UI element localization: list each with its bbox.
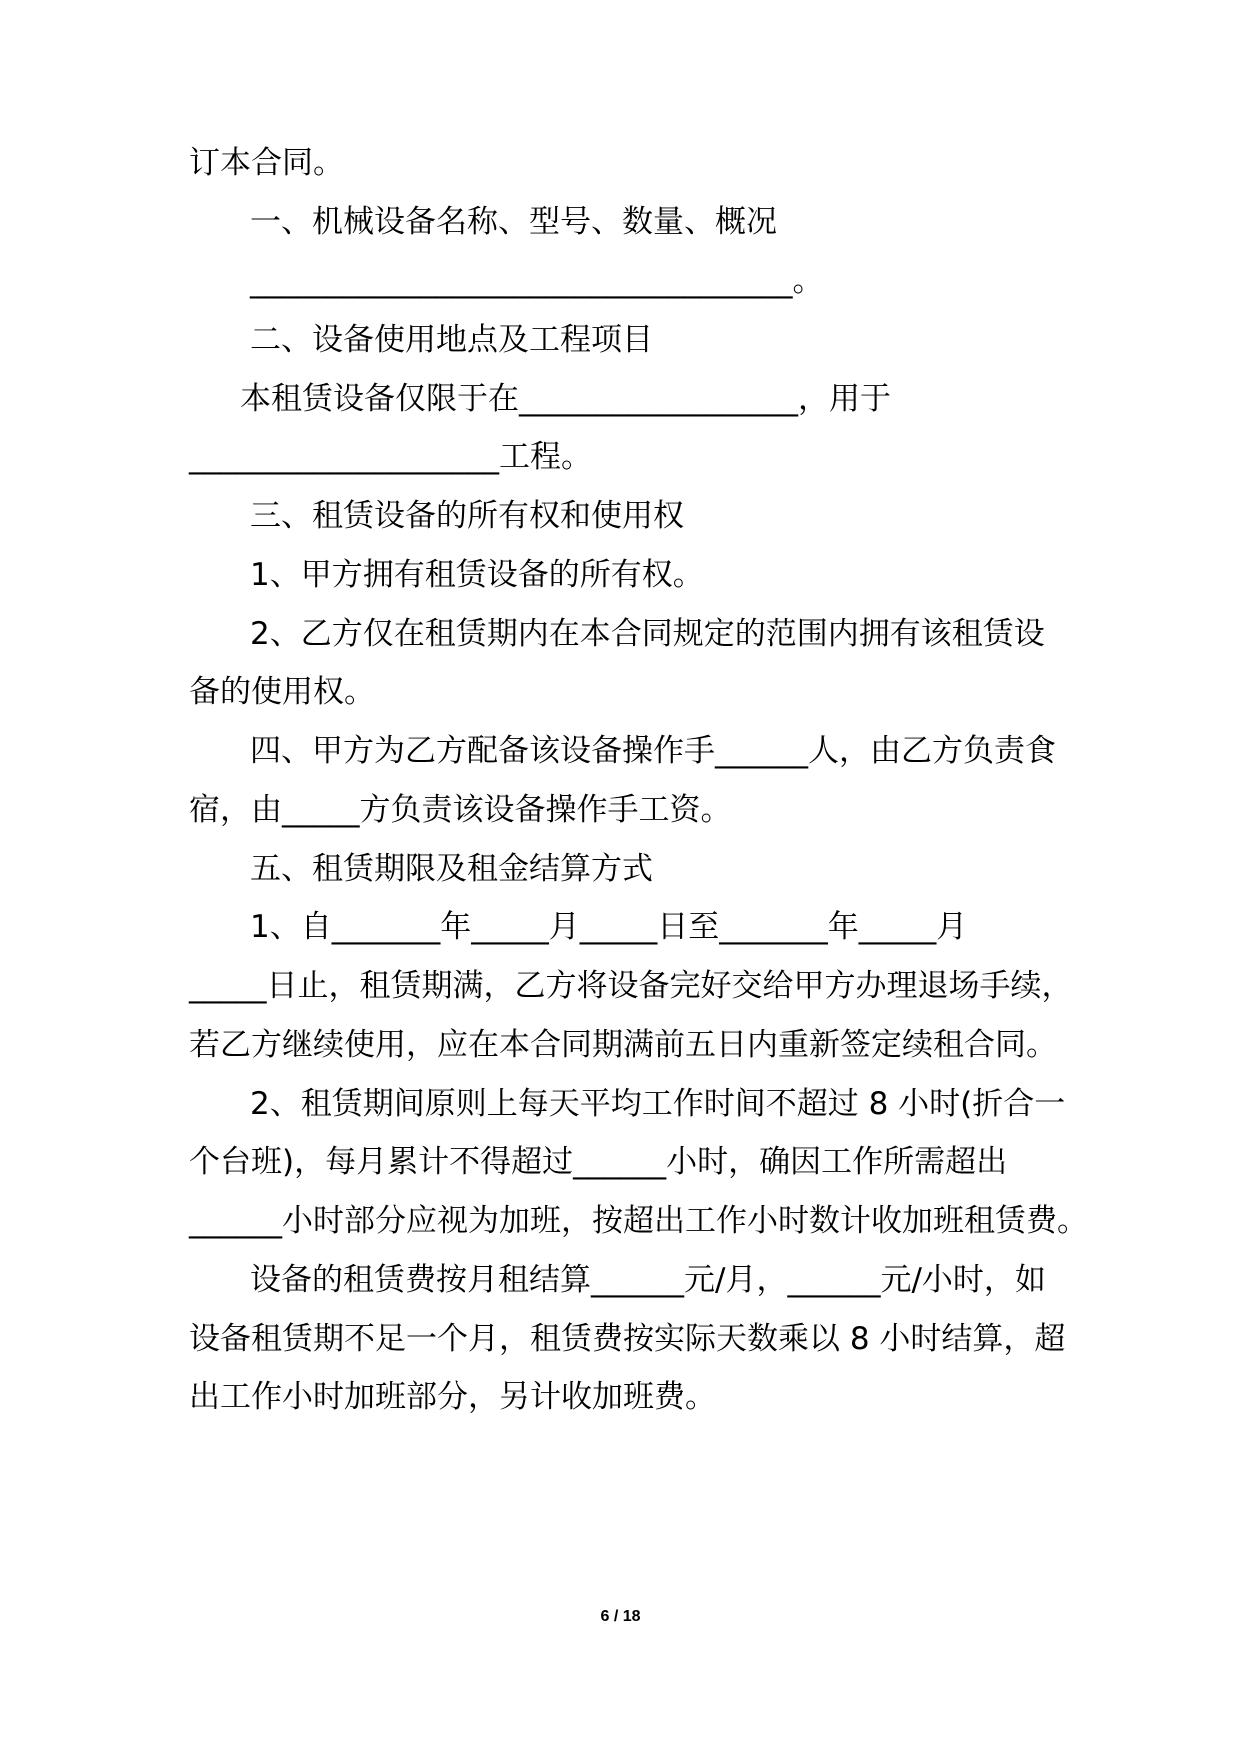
clause-5-2-line-2: 个台班)，每月累计不得超过______小时，确因工作所需超出 [189, 1144, 1008, 1180]
rent-paragraph-line-1: 设备的租赁费按月租结算______元/月，______元/小时，如 [250, 1262, 1046, 1298]
clause-5-1-line-1: 1、自_______年_____月_____日至_______年_____月 [250, 909, 968, 945]
clause-5-2-line-1: 2、租赁期间原则上每天平均工作时间不超过 8 小时(折合一 [250, 1086, 1066, 1122]
section-heading-2: 二、设备使用地点及工程项目 [250, 322, 653, 358]
clause-5-2-line-3: ______小时部分应视为加班，按超出工作小时数计收加班租赁费。 [189, 1203, 1088, 1239]
section-4-line-2: 宿，由_____方负责该设备操作手工资。 [189, 792, 732, 828]
paragraph-location: 本租赁设备仅限于在__________________，用于 [240, 381, 891, 417]
section-heading-1: 一、机械设备名称、型号、数量、概况 [250, 204, 777, 240]
clause-5-1-line-2: _____日止，租赁期满，乙方将设备完好交给甲方办理退场手续， [189, 968, 1073, 1004]
blank-line-equipment: ___________________________________。 [250, 263, 824, 299]
page-number: 6 / 18 [600, 1608, 641, 1625]
rent-paragraph-line-3: 出工作小时加班部分，另计收加班费。 [189, 1379, 716, 1415]
section-heading-5: 五、租赁期限及租金结算方式 [250, 851, 653, 887]
clause-3-2-line-1: 2、乙方仅在租赁期内在本合同规定的范围内拥有该租赁设 [250, 616, 1045, 652]
rent-paragraph-line-2: 设备租赁期不足一个月，租赁费按实际天数乘以 8 小时结算，超 [189, 1321, 1066, 1357]
clause-3-2-line-2: 备的使用权。 [189, 674, 375, 710]
paragraph-line-1: 订本合同。 [189, 145, 344, 181]
paragraph-project: ____________________工程。 [189, 439, 592, 475]
section-4-line-1: 四、甲方为乙方配备该设备操作手______人，由乙方负责食 [250, 733, 1056, 769]
section-heading-3: 三、租赁设备的所有权和使用权 [250, 498, 684, 534]
clause-3-1: 1、甲方拥有租赁设备的所有权。 [250, 557, 704, 593]
clause-5-1-line-3: 若乙方继续使用，应在本合同期满前五日内重新签定续租合同。 [189, 1027, 1057, 1063]
